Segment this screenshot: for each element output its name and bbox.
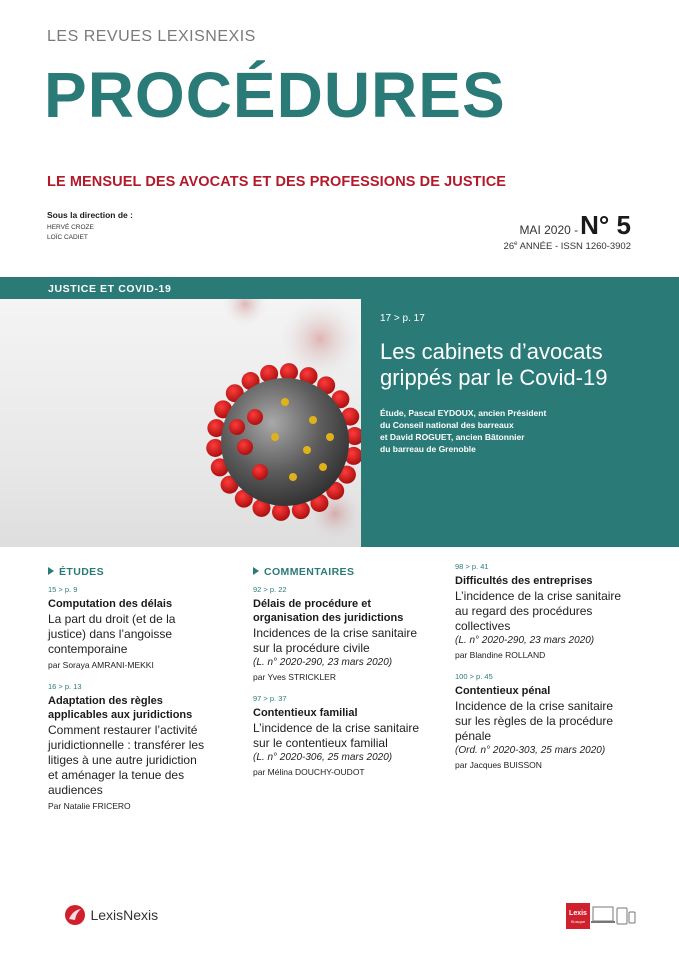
column-etudes [48,566,228,823]
issue-year-issn: 26e ANNÉE - ISSN 1260-3902 [503,241,631,253]
column-heading: ÉTUDES [48,566,228,578]
article-ref: 100 > p. 45 [455,672,493,681]
column-continued [455,562,635,782]
article-ref: 15 > p. 9 [48,585,78,594]
toc-article[interactable] [455,672,635,770]
column-commentaires [253,566,433,789]
article-law-ref: (Ord. n° 2020-303, 25 mars 2020) [455,745,606,756]
article-ref: 98 > p. 41 [455,562,489,571]
article-title: Contentieux pénal [455,685,551,697]
article-title: Contentieux familial [253,707,358,719]
article-description: La part du droit (et de la justice) dans l’angoisse contemporaine [48,612,176,656]
virus-spike [229,419,245,435]
toc-article[interactable] [253,585,433,682]
article-author: par Soraya AMRANI-MEKKI [48,660,154,670]
journal-title: PROCÉDURES [44,59,506,131]
coronavirus-image [0,299,361,547]
triangle-icon [48,567,54,575]
feature-reference: 17 > p. 17 [380,313,425,324]
kiosque-devices-icon [566,903,636,929]
article-law-ref: (L. n° 2020-290, 23 mars 2020) [253,657,393,668]
publisher-name: LexisNexis [90,907,159,923]
virus-dot [271,433,279,441]
toc-article[interactable] [455,562,635,660]
feature-title: Les cabinets d’avocats grippés par le Covid-19 [380,339,608,390]
issue-number: N° 5 [580,210,631,240]
article-ref: 97 > p. 37 [253,694,287,703]
article-author: par Jacques BUISSON [455,760,542,770]
virus-dot [326,433,334,441]
article-description: L’incidence de la crise sanitaire sur le contentieux familial [253,721,420,750]
virus-spike [252,464,268,480]
feature-byline-line: et David ROGUET, ancien Bâtonnier [380,432,525,442]
feature-byline [380,407,670,455]
column-heading: COMMENTAIRES [253,566,433,578]
article-title: Difficultés des entreprises [455,575,593,587]
article-ref: 16 > p. 13 [48,682,82,691]
series-name: LES REVUES LEXISNEXIS [47,28,256,45]
issue-info [504,210,631,252]
issue-month: MAI 2020 - [519,223,579,237]
article-law-ref: (L. n° 2020-306, 25 mars 2020) [253,752,393,763]
direction-label: Sous la direction de : [47,210,133,220]
lexisnexis-emblem-icon [64,904,86,926]
virus-spike [247,409,263,425]
section-band-label: JUSTICE ET COVID-19 [48,283,172,295]
lexisnexis-logo [64,904,158,926]
director-name: HERVÉ CROZE [47,224,94,231]
article-description: Comment restaurer l’activité juridictionnelle : transférer les litiges à une autre juridiction et aménager la tenue des audiences [48,723,205,797]
article-law-ref: (L. n° 2020-290, 23 mars 2020) [455,635,595,646]
toc-article[interactable] [48,585,228,670]
article-author: Par Natalie FRICERO [48,801,131,811]
article-author: par Blandine ROLLAND [455,650,546,660]
article-author: par Mélina DOUCHY-OUDOT [253,767,365,777]
article-title: Adaptation des règles applicables aux juridictions [48,695,193,721]
article-description: Incidence de la crise sanitaire sur les règles de la procédure pénale [455,699,614,743]
article-ref: 92 > p. 22 [253,585,287,594]
article-title: Computation des délais [48,598,173,610]
toc-article[interactable] [48,682,228,811]
virus-dot [289,473,297,481]
virus-spike [237,439,253,455]
virus-illustration [0,299,361,547]
feature-byline-line: du barreau de Grenoble [380,444,476,454]
article-title: Délais de procédure et organisation des juridictions [253,598,404,624]
article-description: Incidences de la crise sanitaire sur la procédure civile [253,626,418,655]
article-description: L’incidence de la crise sanitaire au regard des procédures collectives [455,589,622,633]
virus-dot [303,446,311,454]
article-author: par Yves STRICKLER [253,672,336,682]
badge-word: Lexis [569,910,587,917]
director-name: LOÏC CADIET [47,234,88,241]
virus-dot [281,398,289,406]
feature-byline-line: Étude, Pascal EYDOUX, ancien Président [380,408,547,418]
journal-tagline: LE MENSUEL DES AVOCATS ET DES PROFESSIONS DE JUSTICE [47,174,507,190]
feature-byline-line: du Conseil national des barreaux [380,420,514,430]
kiosque-badge [566,903,636,934]
virus-dot [319,463,327,471]
toc-article[interactable] [253,694,433,777]
badge-sub: Kiosque [570,919,586,924]
editorial-direction [47,210,133,243]
virus-dot [309,416,317,424]
triangle-icon [253,567,259,575]
